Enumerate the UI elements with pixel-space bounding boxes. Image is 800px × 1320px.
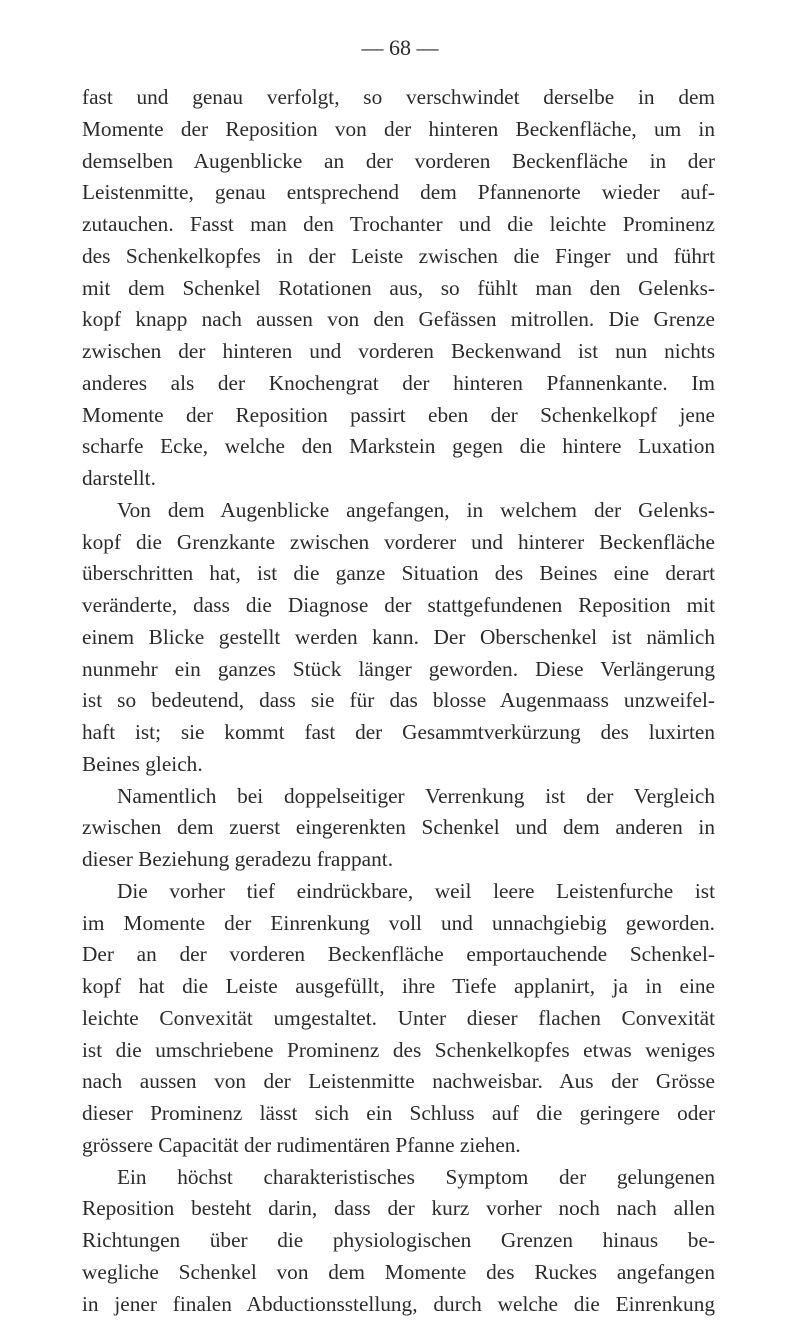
text-line: Ein höchst charakteristisches Symptom der gelungenen [82, 1162, 715, 1194]
text-line: dieser Prominenz lässt sich ein Schluss auf die geringere oder [82, 1098, 715, 1130]
text-line: Die vorher tief eindrückbare, weil leere Leistenfurche ist [82, 876, 715, 908]
text-line: Namentlich bei doppelseitiger Verrenkung ist der Vergleich [82, 781, 715, 813]
text-line: kopf knapp nach aussen von den Gefässen mitrollen. Die Grenze [82, 304, 715, 336]
text-line: fast und genau verfolgt, so verschwindet derselbe in dem [82, 82, 715, 114]
text-line: veränderte, dass die Diagnose der stattgefundenen Reposition mit [82, 590, 715, 622]
text-line: ist so bedeutend, dass sie für das blosse Augenmaass unzweifel- [82, 685, 715, 717]
text-line: Reposition besteht darin, dass der kurz vorher noch nach allen [82, 1193, 715, 1225]
text-line: darstellt. [82, 463, 715, 495]
text-line: Der an der vorderen Beckenfläche emportauchende Schenkel- [82, 939, 715, 971]
text-line: mit dem Schenkel Rotationen aus, so fühlt man den Gelenks- [82, 273, 715, 305]
text-line: wegliche Schenkel von dem Momente des Ruckes angefangen [82, 1257, 715, 1289]
text-line: zutauchen. Fasst man den Trochanter und die leichte Prominenz [82, 209, 715, 241]
text-line: anderes als der Knochengrat der hinteren Pfannenkante. Im [82, 368, 715, 400]
text-line: in jener finalen Abductionsstellung, durch welche die Einrenkung [82, 1289, 715, 1320]
text-line: Momente der Reposition passirt eben der Schenkelkopf jene [82, 400, 715, 432]
text-line: kopf die Grenzkante zwischen vorderer und hinterer Beckenfläche [82, 527, 715, 559]
text-line: Leistenmitte, genau entsprechend dem Pfannenorte wieder auf- [82, 177, 715, 209]
text-line: scharfe Ecke, welche den Markstein gegen die hintere Luxation [82, 431, 715, 463]
text-line: überschritten hat, ist die ganze Situation des Beines eine derart [82, 558, 715, 590]
text-line: Beines gleich. [82, 749, 715, 781]
text-line: zwischen dem zuerst eingerenkten Schenkel und dem anderen in [82, 812, 715, 844]
text-line: grössere Capacität der rudimentären Pfanne ziehen. [82, 1130, 715, 1162]
text-line: einem Blicke gestellt werden kann. Der Oberschenkel ist nämlich [82, 622, 715, 654]
text-line: ist die umschriebene Prominenz des Schenkelkopfes etwas weniges [82, 1035, 715, 1067]
text-line: kopf hat die Leiste ausgefüllt, ihre Tiefe applanirt, ja in eine [82, 971, 715, 1003]
text-line: zwischen der hinteren und vorderen Beckenwand ist nun nichts [82, 336, 715, 368]
text-line: Von dem Augenblicke angefangen, in welchem der Gelenks- [82, 495, 715, 527]
body-text [82, 82, 715, 1320]
text-line: dieser Beziehung geradezu frappant. [82, 844, 715, 876]
text-line: leichte Convexität umgestaltet. Unter dieser flachen Convexität [82, 1003, 715, 1035]
text-line: Momente der Reposition von der hinteren Beckenfläche, um in [82, 114, 715, 146]
text-line: nunmehr ein ganzes Stück länger geworden. Diese Verlängerung [82, 654, 715, 686]
text-line: im Momente der Einrenkung voll und unnachgiebig geworden. [82, 908, 715, 940]
text-line: des Schenkelkopfes in der Leiste zwischen die Finger und führt [82, 241, 715, 273]
text-line: demselben Augenblicke an der vorderen Beckenfläche in der [82, 146, 715, 178]
text-line: haft ist; sie kommt fast der Gesammtverkürzung des luxirten [82, 717, 715, 749]
page-number: — 68 — [0, 34, 800, 62]
text-line: nach aussen von der Leistenmitte nachweisbar. Aus der Grösse [82, 1066, 715, 1098]
text-line: Richtungen über die physiologischen Grenzen hinaus be- [82, 1225, 715, 1257]
